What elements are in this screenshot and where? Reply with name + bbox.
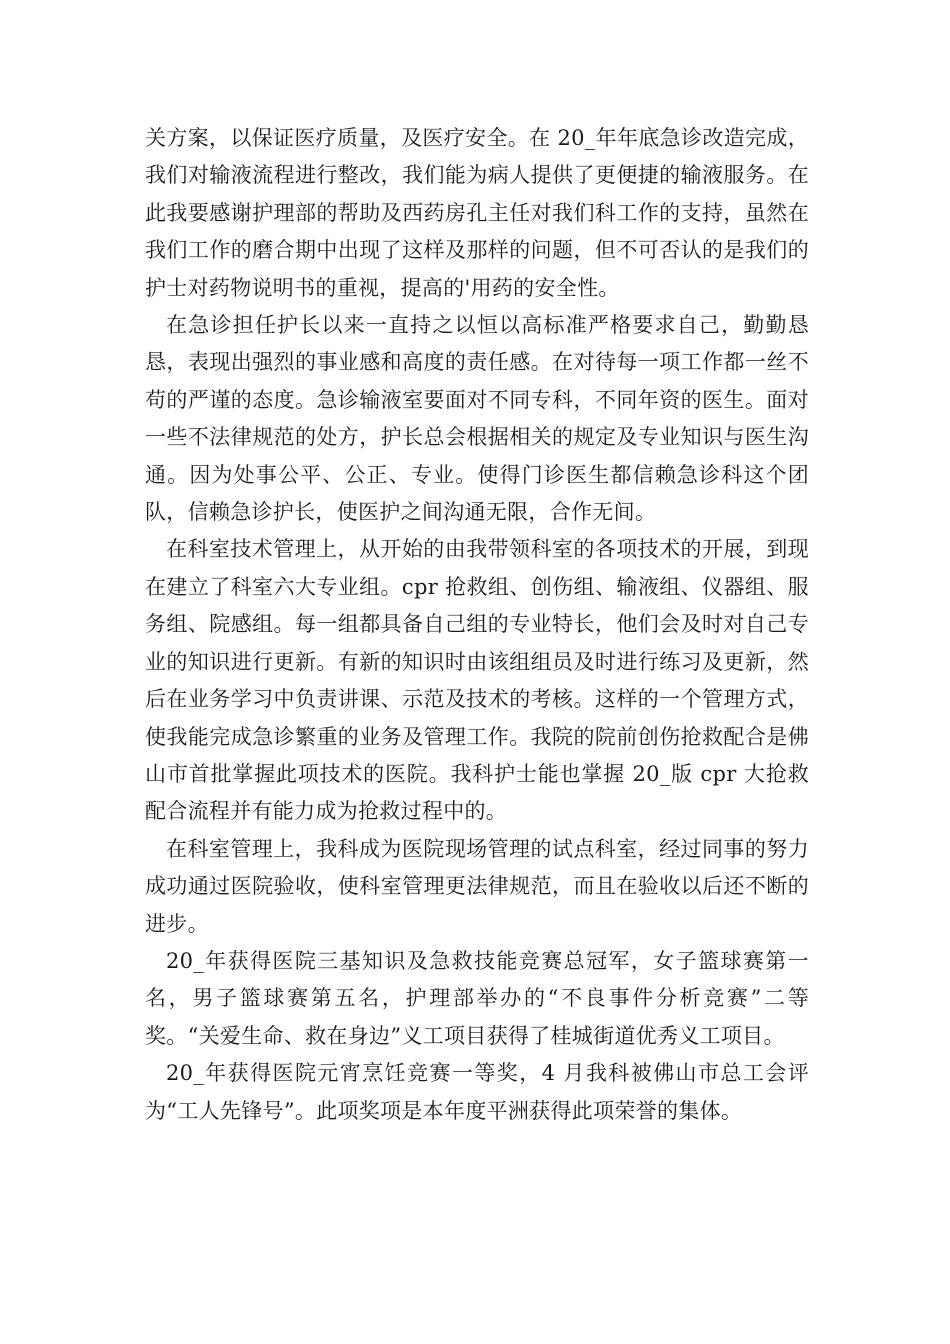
paragraph-2: 在急诊担任护长以来一直持之以恒以高标准严格要求自己，勤勤恳恳，表现出强烈的事业感和高度的责任感。在对待每一项工作都一丝不苟的严谨的态度。急诊输液室要面对不同专科，不同年资的医生。面对一些不法律规范的处方，护长总会根据相关的规定及专业知识与医生沟通。因为处事公平、公正、专业。使得门诊医生都信赖急诊科这个团队，信赖急诊护长，使医护之间沟通无限，合作无间。 — [145, 313, 809, 525]
paragraph-4: 在科室管理上，我科成为医院现场管理的试点科室，经过同事的努力成功通过医院验收，使科室管理更法律规范，而且在验收以后还不断的进步。 — [145, 836, 809, 936]
document-body — [145, 120, 809, 1130]
paragraph-3: 在科室技术管理上，从开始的由我带领科室的各项技术的开展，到现在建立了科室六大专业组。cpr 抢救组、创伤组、输液组、仪器组、服务组、院感组。每一组都具备自己组的专业特长，他们会及时对自己专业的知识进行更新。有新的知识时由该组组员及时进行练习及更新，然后在业务学习中负责讲课、示范及技术的考核。这样的一个管理方式，使我能完成急诊繁重的业务及管理工作。我院的院前创伤抢救配合是佛山市首批掌握此项技术的医院。我科护士能也掌握 20_版 cpr 大抢救配合流程并有能力成为抢救过程中的。 — [145, 537, 809, 824]
paragraph-6: 20_年获得医院元宵烹饪竞赛一等奖，4 月我科被佛山市总工会评为“工人先锋号”。此项奖项是本年度平洲获得此项荣誉的集体。 — [145, 1061, 809, 1123]
paragraph-1: 关方案，以保证医疗质量，及医疗安全。在 20_年年底急诊改造完成，我们对输液流程进行整改，我们能为病人提供了更便捷的输液服务。在此我要感谢护理部的帮助及西药房孔主任对我们科工作的支持，虽然在我们工作的磨合期中出现了这样及那样的问题，但不可否认的是我们的护士对药物说明书的重视，提高的'用药的安全性。 — [145, 126, 809, 300]
paragraph-5: 20_年获得医院三基知识及急救技能竞赛总冠军，女子篮球赛第一名，男子篮球赛第五名，护理部举办的“不良事件分析竞赛”二等奖。“关爱生命、救在身边”义工项目获得了桂城街道优秀义工项目。 — [145, 948, 809, 1048]
